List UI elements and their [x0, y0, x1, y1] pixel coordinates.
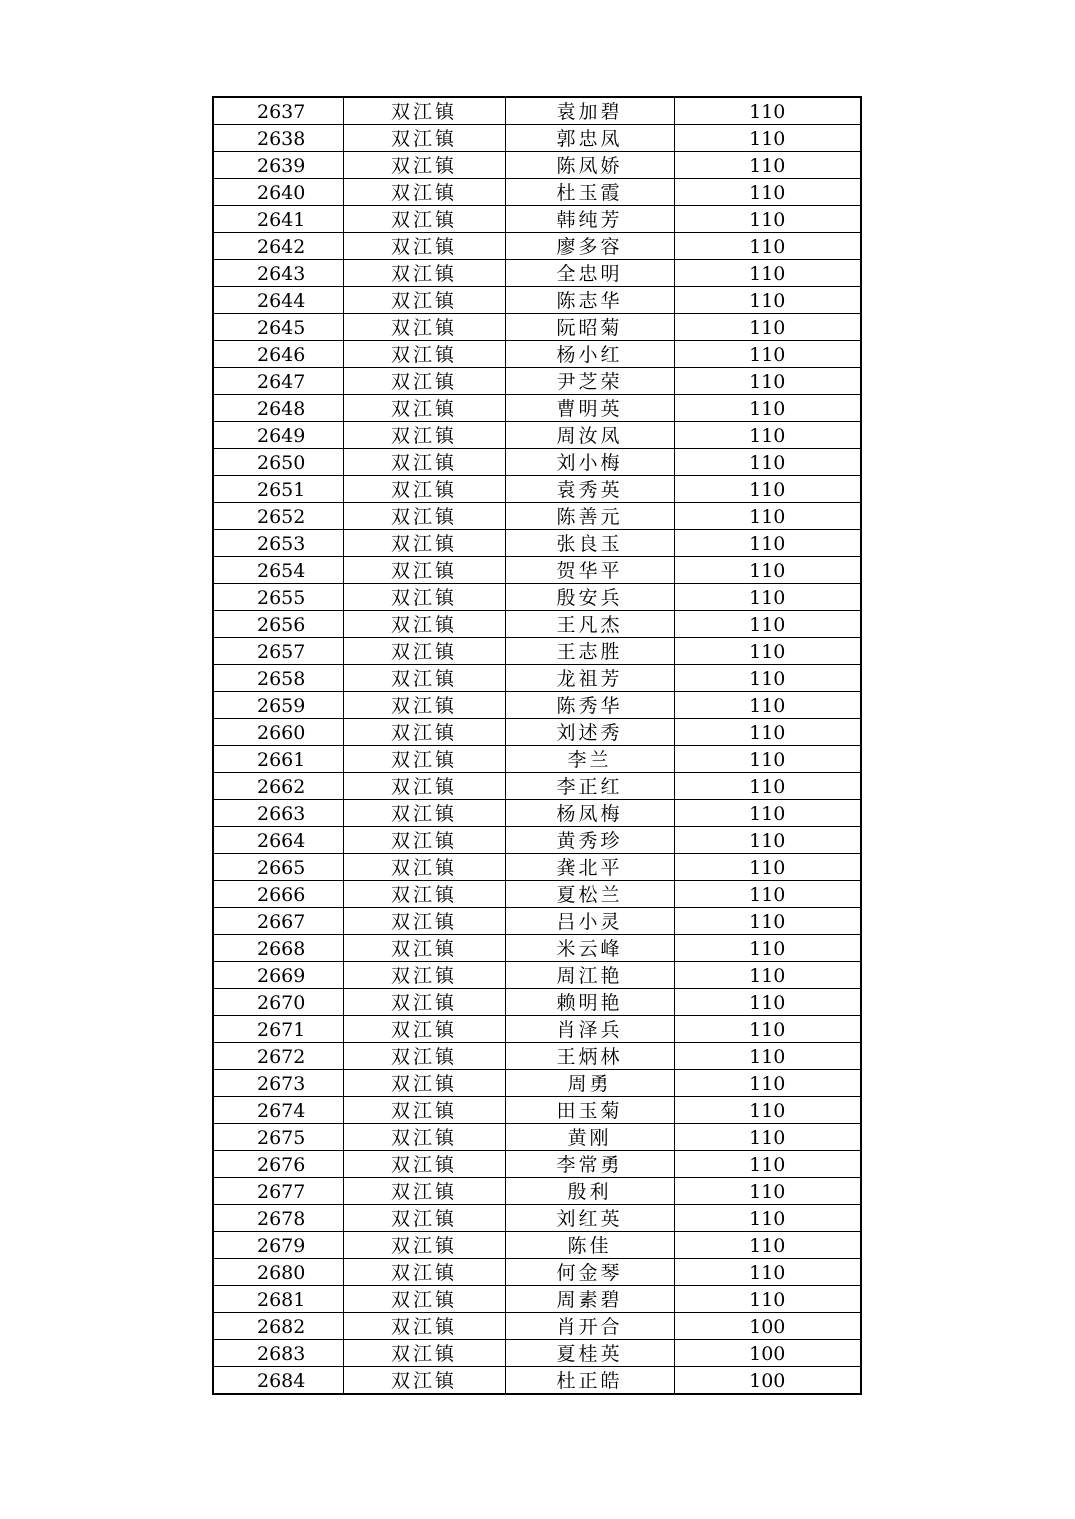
table-row	[213, 1205, 861, 1232]
row-number-cell: 2643	[213, 260, 343, 287]
row-number-cell: 2664	[213, 827, 343, 854]
amount-cell: 100	[674, 1313, 861, 1340]
amount-cell: 110	[674, 125, 861, 152]
table-row	[213, 935, 861, 962]
row-number-cell: 2670	[213, 989, 343, 1016]
amount-cell: 110	[674, 503, 861, 530]
row-number-cell: 2674	[213, 1097, 343, 1124]
table-row	[213, 773, 861, 800]
amount-cell: 110	[674, 692, 861, 719]
person-name-cell: 陈凤娇	[505, 152, 674, 179]
person-name-cell: 夏松兰	[505, 881, 674, 908]
town-cell: 双江镇	[343, 260, 505, 287]
person-name-cell: 刘述秀	[505, 719, 674, 746]
town-cell: 双江镇	[343, 179, 505, 206]
town-cell: 双江镇	[343, 422, 505, 449]
town-cell: 双江镇	[343, 800, 505, 827]
person-name-cell: 米云峰	[505, 935, 674, 962]
town-cell: 双江镇	[343, 881, 505, 908]
amount-cell: 110	[674, 908, 861, 935]
table-row	[213, 746, 861, 773]
amount-cell: 110	[674, 476, 861, 503]
person-name-cell: 袁秀英	[505, 476, 674, 503]
table-row	[213, 638, 861, 665]
town-cell: 双江镇	[343, 584, 505, 611]
table-row	[213, 152, 861, 179]
row-number-cell: 2665	[213, 854, 343, 881]
row-number-cell: 2638	[213, 125, 343, 152]
person-name-cell: 殷安兵	[505, 584, 674, 611]
amount-cell: 110	[674, 611, 861, 638]
town-cell: 双江镇	[343, 989, 505, 1016]
amount-cell: 110	[674, 1124, 861, 1151]
table-row	[213, 530, 861, 557]
table-row	[213, 1097, 861, 1124]
amount-cell: 100	[674, 1340, 861, 1367]
amount-cell: 110	[674, 368, 861, 395]
table-row	[213, 1124, 861, 1151]
person-name-cell: 王凡杰	[505, 611, 674, 638]
table-row	[213, 1043, 861, 1070]
table-row	[213, 557, 861, 584]
person-name-cell: 李常勇	[505, 1151, 674, 1178]
town-cell: 双江镇	[343, 1097, 505, 1124]
row-number-cell: 2641	[213, 206, 343, 233]
row-number-cell: 2657	[213, 638, 343, 665]
amount-cell: 110	[674, 665, 861, 692]
person-name-cell: 杜正皓	[505, 1367, 674, 1395]
row-number-cell: 2648	[213, 395, 343, 422]
person-name-cell: 王志胜	[505, 638, 674, 665]
row-number-cell: 2640	[213, 179, 343, 206]
town-cell: 双江镇	[343, 314, 505, 341]
town-cell: 双江镇	[343, 476, 505, 503]
person-name-cell: 郭忠凤	[505, 125, 674, 152]
table-row	[213, 1259, 861, 1286]
row-number-cell: 2676	[213, 1151, 343, 1178]
amount-cell: 110	[674, 1097, 861, 1124]
amount-cell: 110	[674, 449, 861, 476]
town-cell: 双江镇	[343, 1124, 505, 1151]
table-row	[213, 1286, 861, 1313]
table-row	[213, 989, 861, 1016]
amount-cell: 110	[674, 935, 861, 962]
roster-body	[213, 97, 861, 1394]
person-name-cell: 赖明艳	[505, 989, 674, 1016]
row-number-cell: 2662	[213, 773, 343, 800]
town-cell: 双江镇	[343, 665, 505, 692]
row-number-cell: 2639	[213, 152, 343, 179]
amount-cell: 110	[674, 395, 861, 422]
amount-cell: 110	[674, 719, 861, 746]
town-cell: 双江镇	[343, 1286, 505, 1313]
table-row	[213, 881, 861, 908]
row-number-cell: 2667	[213, 908, 343, 935]
town-cell: 双江镇	[343, 1313, 505, 1340]
person-name-cell: 吕小灵	[505, 908, 674, 935]
amount-cell: 110	[674, 1016, 861, 1043]
row-number-cell: 2675	[213, 1124, 343, 1151]
amount-cell: 110	[674, 97, 861, 125]
table-row	[213, 206, 861, 233]
amount-cell: 110	[674, 1259, 861, 1286]
amount-cell: 110	[674, 800, 861, 827]
person-name-cell: 何金琴	[505, 1259, 674, 1286]
table-row	[213, 233, 861, 260]
table-row	[213, 314, 861, 341]
table-row	[213, 341, 861, 368]
amount-cell: 110	[674, 584, 861, 611]
row-number-cell: 2660	[213, 719, 343, 746]
amount-cell: 110	[674, 989, 861, 1016]
town-cell: 双江镇	[343, 1232, 505, 1259]
town-cell: 双江镇	[343, 1340, 505, 1367]
person-name-cell: 陈善元	[505, 503, 674, 530]
person-name-cell: 田玉菊	[505, 1097, 674, 1124]
person-name-cell: 陈秀华	[505, 692, 674, 719]
person-name-cell: 周勇	[505, 1070, 674, 1097]
row-number-cell: 2669	[213, 962, 343, 989]
person-name-cell: 杜玉霞	[505, 179, 674, 206]
person-name-cell: 杨凤梅	[505, 800, 674, 827]
table-row	[213, 179, 861, 206]
person-name-cell: 袁加碧	[505, 97, 674, 125]
row-number-cell: 2644	[213, 287, 343, 314]
person-name-cell: 曹明英	[505, 395, 674, 422]
amount-cell: 110	[674, 287, 861, 314]
table-row	[213, 1070, 861, 1097]
amount-cell: 110	[674, 314, 861, 341]
row-number-cell: 2642	[213, 233, 343, 260]
amount-cell: 110	[674, 179, 861, 206]
table-row	[213, 908, 861, 935]
town-cell: 双江镇	[343, 935, 505, 962]
row-number-cell: 2673	[213, 1070, 343, 1097]
row-number-cell: 2681	[213, 1286, 343, 1313]
row-number-cell: 2659	[213, 692, 343, 719]
person-name-cell: 殷利	[505, 1178, 674, 1205]
person-name-cell: 黄秀珍	[505, 827, 674, 854]
town-cell: 双江镇	[343, 1259, 505, 1286]
person-name-cell: 王炳林	[505, 1043, 674, 1070]
table-row	[213, 368, 861, 395]
town-cell: 双江镇	[343, 692, 505, 719]
row-number-cell: 2684	[213, 1367, 343, 1395]
row-number-cell: 2655	[213, 584, 343, 611]
table-row	[213, 1367, 861, 1395]
town-cell: 双江镇	[343, 1367, 505, 1395]
town-cell: 双江镇	[343, 1151, 505, 1178]
person-name-cell: 尹芝荣	[505, 368, 674, 395]
amount-cell: 100	[674, 1367, 861, 1395]
town-cell: 双江镇	[343, 1043, 505, 1070]
person-name-cell: 刘红英	[505, 1205, 674, 1232]
amount-cell: 110	[674, 1286, 861, 1313]
amount-cell: 110	[674, 1178, 861, 1205]
amount-cell: 110	[674, 1043, 861, 1070]
person-name-cell: 全忠明	[505, 260, 674, 287]
town-cell: 双江镇	[343, 97, 505, 125]
table-row	[213, 476, 861, 503]
amount-cell: 110	[674, 341, 861, 368]
table-row	[213, 692, 861, 719]
person-name-cell: 张良玉	[505, 530, 674, 557]
town-cell: 双江镇	[343, 1016, 505, 1043]
town-cell: 双江镇	[343, 773, 505, 800]
row-number-cell: 2682	[213, 1313, 343, 1340]
person-name-cell: 阮昭菊	[505, 314, 674, 341]
person-name-cell: 周素碧	[505, 1286, 674, 1313]
person-name-cell: 夏桂英	[505, 1340, 674, 1367]
row-number-cell: 2652	[213, 503, 343, 530]
person-name-cell: 黄刚	[505, 1124, 674, 1151]
person-name-cell: 周江艳	[505, 962, 674, 989]
town-cell: 双江镇	[343, 341, 505, 368]
row-number-cell: 2645	[213, 314, 343, 341]
row-number-cell: 2661	[213, 746, 343, 773]
town-cell: 双江镇	[343, 233, 505, 260]
town-cell: 双江镇	[343, 962, 505, 989]
person-name-cell: 贺华平	[505, 557, 674, 584]
table-row	[213, 827, 861, 854]
town-cell: 双江镇	[343, 368, 505, 395]
row-number-cell: 2672	[213, 1043, 343, 1070]
table-row	[213, 1016, 861, 1043]
person-name-cell: 韩纯芳	[505, 206, 674, 233]
table-row	[213, 1151, 861, 1178]
amount-cell: 110	[674, 854, 861, 881]
table-row	[213, 503, 861, 530]
row-number-cell: 2653	[213, 530, 343, 557]
table-row	[213, 611, 861, 638]
person-name-cell: 周汝凤	[505, 422, 674, 449]
table-row	[213, 665, 861, 692]
row-number-cell: 2683	[213, 1340, 343, 1367]
amount-cell: 110	[674, 557, 861, 584]
town-cell: 双江镇	[343, 125, 505, 152]
table-row	[213, 800, 861, 827]
amount-cell: 110	[674, 881, 861, 908]
person-name-cell: 杨小红	[505, 341, 674, 368]
person-name-cell: 龚北平	[505, 854, 674, 881]
table-row	[213, 1178, 861, 1205]
row-number-cell: 2649	[213, 422, 343, 449]
amount-cell: 110	[674, 422, 861, 449]
town-cell: 双江镇	[343, 908, 505, 935]
roster-table	[212, 96, 862, 1395]
town-cell: 双江镇	[343, 1205, 505, 1232]
amount-cell: 110	[674, 1070, 861, 1097]
town-cell: 双江镇	[343, 503, 505, 530]
row-number-cell: 2663	[213, 800, 343, 827]
row-number-cell: 2656	[213, 611, 343, 638]
table-row	[213, 584, 861, 611]
table-row	[213, 1340, 861, 1367]
row-number-cell: 2658	[213, 665, 343, 692]
table-row	[213, 449, 861, 476]
town-cell: 双江镇	[343, 638, 505, 665]
table-row	[213, 260, 861, 287]
row-number-cell: 2637	[213, 97, 343, 125]
table-row	[213, 395, 861, 422]
amount-cell: 110	[674, 746, 861, 773]
person-name-cell: 肖泽兵	[505, 1016, 674, 1043]
table-row	[213, 1232, 861, 1259]
amount-cell: 110	[674, 638, 861, 665]
row-number-cell: 2666	[213, 881, 343, 908]
person-name-cell: 刘小梅	[505, 449, 674, 476]
amount-cell: 110	[674, 152, 861, 179]
row-number-cell: 2647	[213, 368, 343, 395]
row-number-cell: 2650	[213, 449, 343, 476]
amount-cell: 110	[674, 1205, 861, 1232]
table-row	[213, 719, 861, 746]
amount-cell: 110	[674, 260, 861, 287]
amount-cell: 110	[674, 530, 861, 557]
table-row	[213, 1313, 861, 1340]
amount-cell: 110	[674, 1232, 861, 1259]
amount-cell: 110	[674, 827, 861, 854]
table-row	[213, 97, 861, 125]
town-cell: 双江镇	[343, 206, 505, 233]
row-number-cell: 2668	[213, 935, 343, 962]
table-row	[213, 422, 861, 449]
amount-cell: 110	[674, 773, 861, 800]
person-name-cell: 陈志华	[505, 287, 674, 314]
table-row	[213, 125, 861, 152]
town-cell: 双江镇	[343, 287, 505, 314]
person-name-cell: 肖开合	[505, 1313, 674, 1340]
table-row	[213, 962, 861, 989]
row-number-cell: 2654	[213, 557, 343, 584]
town-cell: 双江镇	[343, 746, 505, 773]
person-name-cell: 龙祖芳	[505, 665, 674, 692]
amount-cell: 110	[674, 962, 861, 989]
row-number-cell: 2677	[213, 1178, 343, 1205]
person-name-cell: 廖多容	[505, 233, 674, 260]
amount-cell: 110	[674, 206, 861, 233]
town-cell: 双江镇	[343, 1178, 505, 1205]
town-cell: 双江镇	[343, 395, 505, 422]
town-cell: 双江镇	[343, 854, 505, 881]
person-name-cell: 陈佳	[505, 1232, 674, 1259]
person-name-cell: 李正红	[505, 773, 674, 800]
row-number-cell: 2678	[213, 1205, 343, 1232]
row-number-cell: 2680	[213, 1259, 343, 1286]
town-cell: 双江镇	[343, 827, 505, 854]
row-number-cell: 2671	[213, 1016, 343, 1043]
amount-cell: 110	[674, 1151, 861, 1178]
amount-cell: 110	[674, 233, 861, 260]
town-cell: 双江镇	[343, 719, 505, 746]
row-number-cell: 2651	[213, 476, 343, 503]
row-number-cell: 2679	[213, 1232, 343, 1259]
person-name-cell: 李兰	[505, 746, 674, 773]
town-cell: 双江镇	[343, 530, 505, 557]
town-cell: 双江镇	[343, 557, 505, 584]
town-cell: 双江镇	[343, 449, 505, 476]
row-number-cell: 2646	[213, 341, 343, 368]
table-row	[213, 287, 861, 314]
town-cell: 双江镇	[343, 611, 505, 638]
town-cell: 双江镇	[343, 152, 505, 179]
table-row	[213, 854, 861, 881]
town-cell: 双江镇	[343, 1070, 505, 1097]
